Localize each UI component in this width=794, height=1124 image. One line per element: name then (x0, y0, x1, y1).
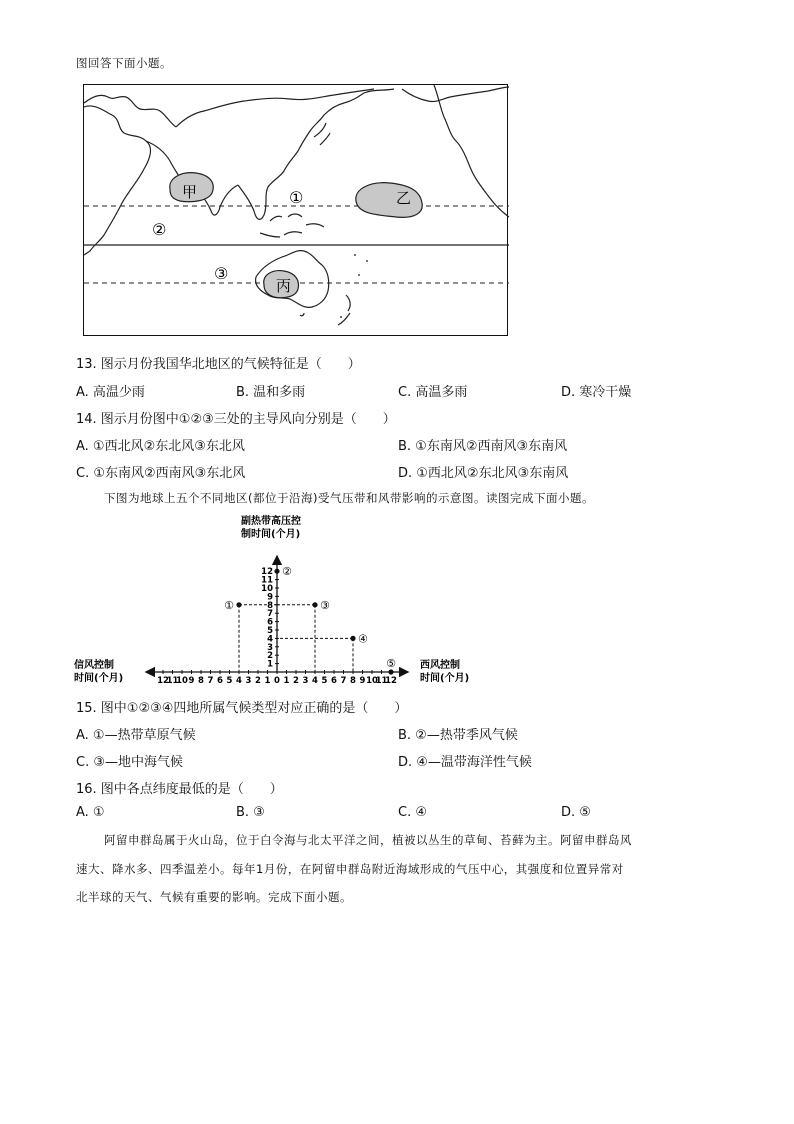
japan-islands (314, 123, 330, 145)
q14-option-b[interactable]: B. ①东南风②西南风③东南风 (398, 439, 568, 454)
chart-x-tick-label: 5 (226, 676, 233, 686)
label-circle-2: ② (152, 220, 167, 239)
chart-x-tick-label: 12 (157, 676, 169, 686)
chart-x-tick-label: 10 (366, 676, 378, 686)
chart-y-tick-label: 10 (261, 584, 273, 594)
sea-islands (260, 214, 324, 237)
q13-option-a[interactable]: A. 高温少雨 (76, 385, 145, 400)
chart-x-tick-label: 8 (198, 676, 204, 686)
chart-y-tick-label: 1 (267, 659, 273, 670)
chart-x-tick-label: 0 (274, 676, 280, 686)
chart-point (350, 636, 355, 641)
chart-x-tick-label: 11 (375, 676, 388, 686)
chart-x-tick-label: 5 (321, 676, 328, 686)
q15-option-b[interactable]: B. ②—热带季风气候 (398, 728, 518, 743)
chart-x-tick-label: 4 (312, 676, 318, 686)
area-yi (356, 183, 422, 218)
chart-x-tick-label: 2 (255, 676, 261, 686)
north-america-coast (434, 85, 509, 217)
q16-option-c[interactable]: C. ④ (398, 805, 427, 820)
chart-x-tick-label: 11 (166, 676, 179, 686)
label-yi: 乙 (396, 189, 412, 207)
chart-point (274, 569, 279, 574)
q13-stem: 13. 图示月份我国华北地区的气候特征是（ ） (76, 357, 361, 372)
alaska-coast (402, 87, 509, 102)
chart-point-label: ③ (320, 598, 330, 612)
q14-option-d[interactable]: D. ①西北风②东北风③东南风 (398, 466, 569, 481)
tasmania-nz (300, 295, 350, 325)
chart-x-tick-label: 2 (293, 676, 299, 686)
chart-point (388, 669, 393, 674)
world-map (83, 84, 508, 336)
chart-x-tick-label: 3 (245, 676, 252, 686)
chart-xlabel-right-line2: 时间(个月) (420, 673, 470, 684)
chart-xlabel-left-line2: 时间(个月) (74, 673, 124, 684)
passage-3-line3: 北半球的天气、气候有重要的影响。完成下面小题。 (76, 890, 352, 904)
chart-x-tick-label: 9 (188, 676, 195, 686)
q13-option-d[interactable]: D. 寒冷干燥 (561, 385, 632, 400)
q16-option-b[interactable]: B. ③ (236, 805, 265, 820)
chart-x-tick-label: 4 (236, 676, 242, 686)
chart-x-tick-label: 6 (331, 676, 337, 686)
intro-fragment: 图回答下面小题。 (76, 56, 172, 70)
passage-2: 下图为地球上五个不同地区(都位于沿海)受气压带和风带影响的示意图。读图完成下面小题。 (104, 491, 594, 505)
chart-y-tick-label: 12 (261, 567, 273, 578)
q15-option-d[interactable]: D. ④—温带海洋性气候 (398, 755, 532, 770)
chart-y-tick-label: 11 (261, 575, 273, 586)
chart-y-tick-label: 2 (267, 651, 273, 662)
q15-stem: 15. 图中①②③④四地所属气候类型对应正确的是（ ） (76, 701, 408, 716)
chart-x-tick-label: 12 (385, 676, 397, 686)
q14-option-c[interactable]: C. ①东南风②西南风③东北风 (76, 466, 246, 481)
chart-x-tick-label: 6 (217, 676, 223, 686)
q13-option-c[interactable]: C. 高温多雨 (398, 385, 468, 400)
chart-point-label: ④ (358, 632, 368, 646)
chart-point (236, 602, 241, 607)
chart-ylabel-line1: 副热带高压控 (241, 516, 301, 527)
africa-coast (84, 106, 150, 255)
passage-3-line2: 速大、降水多、四季温差小。每年1月份，在阿留申群岛附近海域形成的气压中心，其强度和位置异常对 (76, 862, 624, 876)
chart-y-tick-label: 5 (267, 626, 273, 636)
chart-x-tick-label: 9 (359, 676, 366, 686)
chart-guides (239, 605, 353, 672)
chart-y-tick-label: 3 (267, 642, 273, 653)
label-bing: 丙 (276, 277, 292, 295)
chart-x-tick-label: 10 (176, 676, 188, 686)
chart-point (312, 602, 317, 607)
chart-point-label: ⑤ (386, 657, 396, 670)
chart-y-tick-label: 4 (267, 634, 273, 645)
label-circle-1: ① (289, 188, 304, 207)
chart-points (224, 565, 396, 674)
pressure-wind-chart (70, 510, 470, 690)
passage-3-line1: 阿留申群岛属于火山岛，位于白令海与北太平洋之间，植被以丛生的草甸、苔藓为主。阿留申群岛风 (104, 833, 632, 847)
q13-option-b[interactable]: B. 温和多雨 (236, 385, 306, 400)
chart-x-tick-label: 8 (350, 676, 356, 686)
chart-point-label: ① (224, 598, 234, 612)
chart-x-tick-label: 7 (207, 676, 214, 686)
chart-x-tick-label: 1 (264, 676, 271, 686)
q15-option-c[interactable]: C. ③—地中海气候 (76, 755, 183, 770)
chart-y-tick-label: 9 (267, 592, 273, 603)
world-map-svg (84, 85, 509, 337)
chart-x-tick-label: 7 (340, 676, 347, 686)
chart-xlabel-right-line1: 西风控制 (420, 660, 460, 671)
pacific-islands (340, 255, 368, 317)
q14-stem: 14. 图示月份图中①②③三处的主导风向分别是（ ） (76, 412, 396, 427)
europe-coast (84, 95, 176, 127)
q16-stem: 16. 图中各点纬度最低的是（ ） (76, 782, 283, 797)
chart-x-tick-label: 1 (283, 676, 290, 686)
q14-option-a[interactable]: A. ①西北风②东北风③东北风 (76, 439, 245, 454)
q16-option-a[interactable]: A. ① (76, 805, 105, 820)
chart-y-tick-label: 6 (267, 617, 273, 628)
label-circle-3: ③ (214, 264, 229, 283)
chart-x-tick-label: 3 (302, 676, 309, 686)
chart-ylabel-line2: 制时间(个月) (241, 529, 301, 540)
q16-option-d[interactable]: D. ⑤ (561, 805, 591, 820)
eurasia-north (176, 89, 374, 127)
label-jia: 甲 (182, 183, 198, 201)
chart-xlabel-left-line1: 信风控制 (74, 660, 114, 671)
chart-y-tick-label: 8 (267, 600, 273, 611)
chart-y-tick-label: 7 (267, 609, 273, 620)
q15-option-a[interactable]: A. ①—热带草原气候 (76, 728, 196, 743)
chart-point-label: ② (282, 565, 292, 579)
